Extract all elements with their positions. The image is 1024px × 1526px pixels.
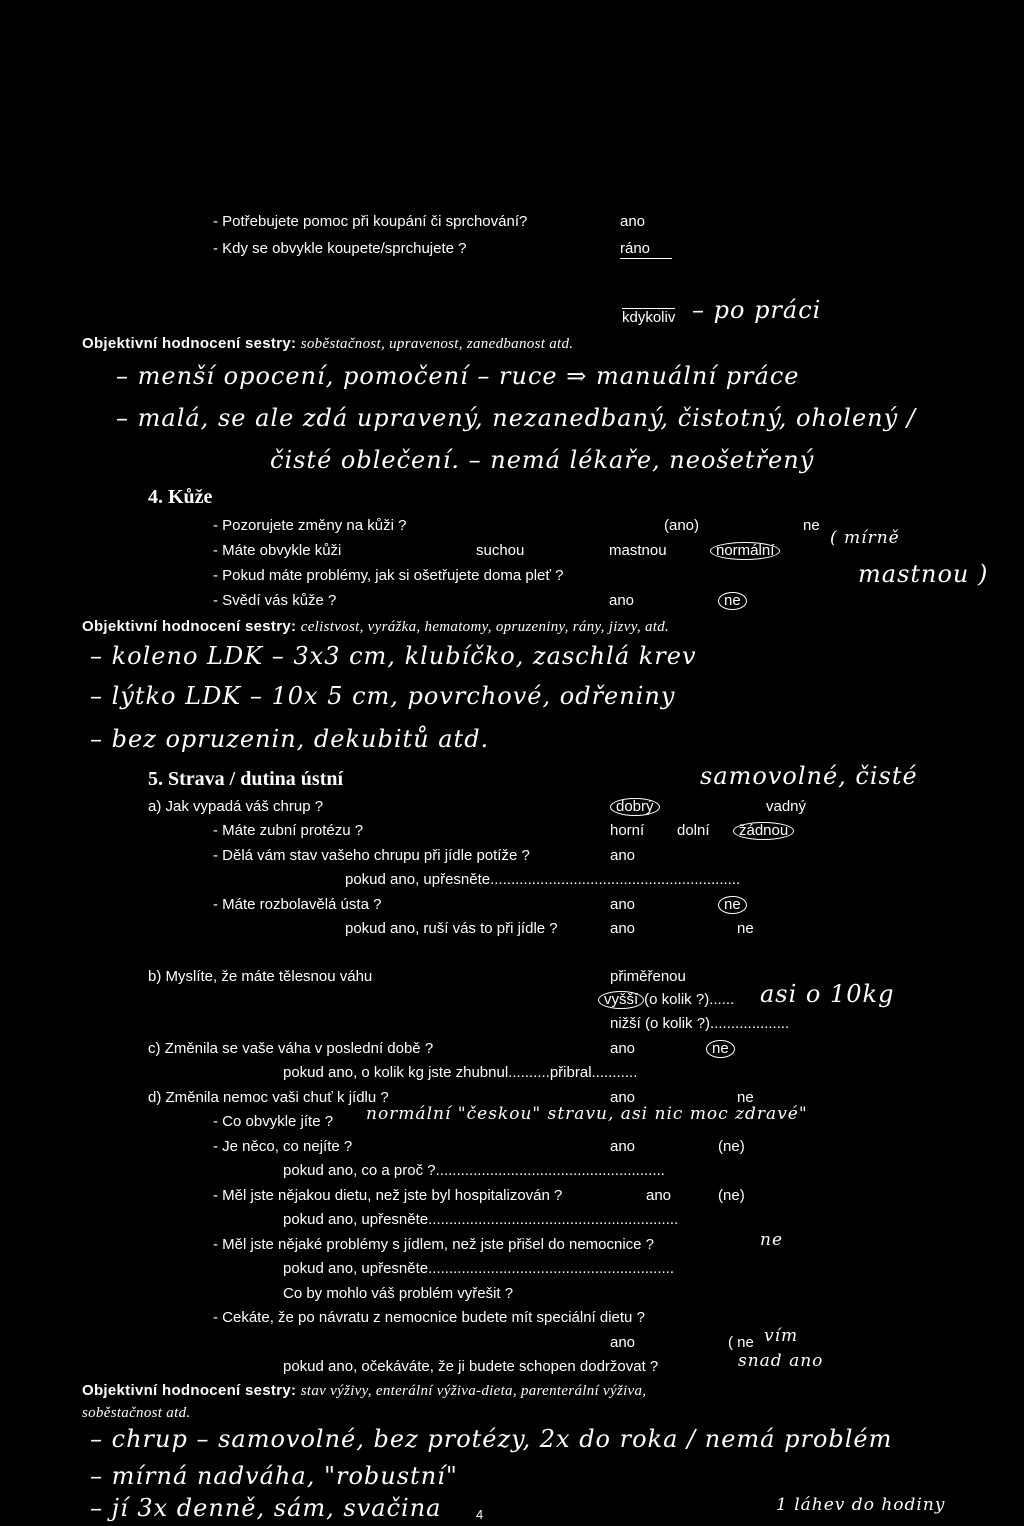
diet-no: (ne) [718, 1187, 745, 1204]
diet-yes: ano [646, 1187, 672, 1204]
q-disturb: pokud ano, ruší vás to při jídle ? [345, 920, 558, 937]
q-food-problems-spec: pokud ano, upřesněte........................................................... [283, 1260, 675, 1277]
opt-normal: normální [710, 542, 780, 560]
hw-nutrition-line-3: – jí 3x denně, sám, svačina [90, 1494, 442, 1522]
q-weight-kg: pokud ano, o kolik kg jste zhubnul..........přibral........... [283, 1064, 638, 1081]
q-diet-after: - Cekáte, že po návratu z nemocnice budete mít speciální dietu ? [213, 1309, 645, 1326]
hw-hygiene-line-3: čisté oblečení. – nemá lékaře, neošetřený [270, 446, 815, 474]
teeth-good: dobrý [610, 798, 660, 816]
hw-side-note: 1 láhev do hodiny [776, 1495, 946, 1515]
q-skin-changes: - Pozorujete změny na kůži ? [213, 517, 407, 534]
teeth-bad: vadný [766, 798, 807, 815]
q-bath-when: - Kdy se obvykle koupete/sprchujete ? [213, 240, 467, 257]
q-diet: - Měl jste nějakou dietu, než jste byl hospitalizován ? [213, 1187, 563, 1204]
objective-criteria: soběstačnost, upravenost, zanedbanost atd. [300, 336, 574, 352]
q-diet-spec: pokud ano, upřesněte............................................................ [283, 1211, 679, 1228]
hw-diet-after: vím [764, 1326, 799, 1346]
q-skin-type: - Máte obvykle kůži [213, 542, 342, 559]
q-eating: - Dělá vám stav vašeho chrupu při jídle potíže ? [213, 847, 530, 864]
hw-skin-type: ( mírně [830, 528, 900, 548]
diet-after-no: ( ne [728, 1334, 754, 1351]
a-bath-when: ráno [620, 240, 672, 259]
q-food-problems: - Měl jste nějaké problémy s jídlem, než jste přišel do nemocnice ? [213, 1236, 655, 1253]
avoid-no: (ne) [718, 1138, 745, 1155]
hw-after-work: – po práci [692, 296, 822, 324]
denture-upper: horní [610, 822, 645, 839]
eating-yes: ano [610, 847, 636, 864]
a-bath-help: ano [620, 213, 646, 230]
section-skin-title: 4. Kůže [148, 486, 213, 508]
hw-usual-food: normální "českou" stravu, asi nic moc zdravé" [366, 1104, 808, 1124]
q-eating-spec: pokud ano, upřesněte............................................................ [345, 871, 741, 888]
objective-criteria: stav výživy, enterální výživa-dieta, parenterální výživa, [300, 1383, 647, 1399]
skin-changes-no: ne [803, 517, 820, 534]
objective-label: Objektivní hodnocení sestry: [82, 335, 297, 352]
hw-hygiene-line-1: – menší opocení, pomočení – ruce ⇒ manuální práce [116, 362, 800, 390]
objective-nutrition-2: soběstačnost atd. [82, 1405, 191, 1421]
hw-hygiene-line-2: – malá, se ale zdá upravený, nezanedbaný, čistotný, oholený / [116, 404, 916, 432]
q-weight-change: c) Změnila se vaše váha v poslední době ? [148, 1040, 434, 1057]
hw-skin-line-2: – lýtko LDK – 10x 5 cm, povrchové, odřeniny [90, 682, 676, 710]
q-skin-itch: - Svědí vás kůže ? [213, 592, 337, 609]
disturb-no: ne [737, 920, 754, 937]
opt-anytime: kdykoliv [622, 309, 676, 326]
objective-hygiene [82, 335, 573, 353]
itch-no: ne [718, 592, 747, 610]
q-teeth: a) Jak vypadá váš chrup ? [148, 798, 324, 815]
opt-dry: suchou [476, 542, 525, 559]
disturb-yes: ano [610, 920, 636, 937]
skin-changes-yes: (ano) [664, 517, 700, 534]
q-usual-food: - Co obvykle jíte ? [213, 1113, 334, 1130]
objective-criteria: celistvost, vyrážka, hematomy, opruzeniny, rány, jizvy, atd. [300, 619, 670, 635]
weight-ok: přiměřenou [610, 968, 686, 985]
q-solve: Co by mohlo váš problém vyřešit ? [283, 1285, 514, 1302]
hw-nutrition-title: samovolné, čisté [700, 762, 918, 790]
taste-yes: ano [610, 1089, 636, 1106]
objective-skin [82, 618, 669, 636]
objective-nutrition [82, 1382, 646, 1400]
weight-change-no: ne [706, 1040, 735, 1058]
diet-after-yes: ano [610, 1334, 636, 1351]
hw-nutrition-line-2: – mírná nadváha, "robustní" [90, 1462, 458, 1490]
hw-food-problems: ne [760, 1230, 784, 1250]
opt-oily: mastnou [609, 542, 667, 559]
objective-label: Objektivní hodnocení sestry: [82, 618, 297, 635]
q-bath-help: - Potřebujete pomoc při koupání či sprchování? [213, 213, 528, 230]
section-nutrition-title: 5. Strava / dutina ústní [148, 768, 344, 790]
weight-high: vyšší (o kolik ?)...... [598, 991, 734, 1009]
taste-no: ne [737, 1089, 754, 1106]
hw-skin-line-1: – koleno LDK – 3x3 cm, klubíčko, zaschlá krev [90, 642, 697, 670]
mouth-no: ne [718, 896, 747, 914]
q-denture: - Máte zubní protézu ? [213, 822, 364, 839]
page-number: 4 [476, 1507, 484, 1522]
denture-none: žádnou [733, 822, 794, 840]
hw-nutrition-line-1: – chrup – samovolné, bez protézy, 2x do roka / nemá problém [90, 1425, 893, 1453]
q-taste: d) Změnila nemoc vaši chuť k jídlu ? [148, 1089, 389, 1106]
avoid-yes: ano [610, 1138, 636, 1155]
denture-lower: dolní [677, 822, 710, 839]
q-weight: b) Myslíte, že máte tělesnou váhu [148, 968, 373, 985]
mouth-yes: ano [610, 896, 636, 913]
q-skin-care: - Pokud máte problémy, jak si ošetřujete doma pleť ? [213, 567, 564, 584]
weight-change-yes: ano [610, 1040, 636, 1057]
objective-label: Objektivní hodnocení sestry: [82, 1382, 297, 1399]
hw-skin-care: mastnou ) [858, 560, 989, 588]
q-mouth: - Máte rozbolavělá ústa ? [213, 896, 382, 913]
q-avoid-why: pokud ano, co a proč ?....................................................... [283, 1162, 665, 1179]
hw-skin-line-3: – bez opruzenin, dekubitů atd. [90, 725, 490, 753]
q-keep-diet: pokud ano, očekáváte, že ji budete schopen dodržovat ? [283, 1358, 659, 1375]
hw-weight: asi o 10kg [760, 980, 895, 1008]
q-avoid: - Je něco, co nejíte ? [213, 1138, 353, 1155]
itch-yes: ano [609, 592, 635, 609]
weight-low: nižší (o kolik ?)................... [610, 1015, 790, 1032]
hw-keep-diet: snad ano [738, 1351, 824, 1371]
